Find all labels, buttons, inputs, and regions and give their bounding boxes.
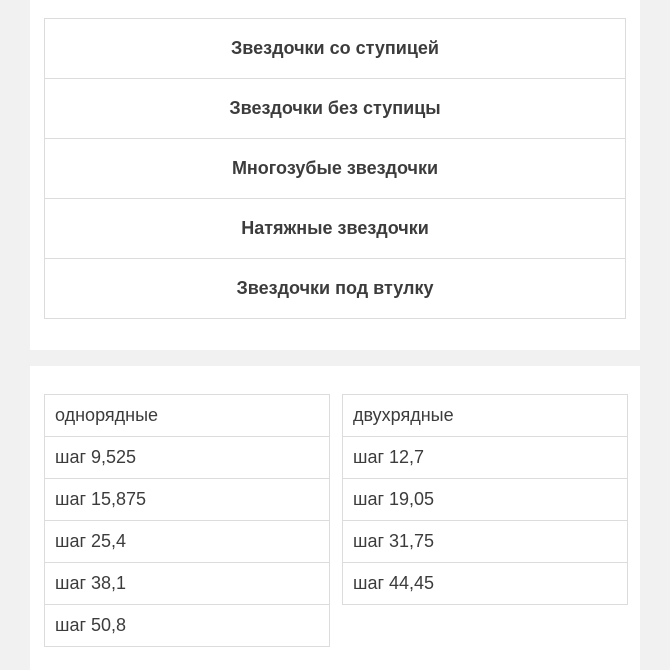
pitch-link-12-7[interactable]: шаг 12,7 — [343, 436, 627, 478]
pitch-link-44-45[interactable]: шаг 44,45 — [343, 562, 627, 604]
category-multi-tooth-sprockets[interactable]: Многозубые звездочки — [44, 138, 626, 199]
pitch-link-15-875[interactable]: шаг 15,875 — [45, 478, 329, 520]
pitch-link-19-05[interactable]: шаг 19,05 — [343, 478, 627, 520]
pitch-card — [30, 366, 640, 670]
double-row-header: двухрядные — [353, 405, 454, 425]
pitch-link-9-525[interactable]: шаг 9,525 — [45, 436, 329, 478]
pitch-link-31-75[interactable]: шаг 31,75 — [343, 520, 627, 562]
category-hubless-sprockets[interactable]: Звездочки без ступицы — [44, 78, 626, 139]
pitch-link-38-1[interactable]: шаг 38,1 — [45, 562, 329, 604]
category-bushing-sprockets[interactable]: Звездочки под втулку — [44, 258, 626, 319]
category-hub-sprockets[interactable]: Звездочки со ступицей — [44, 18, 626, 79]
category-tensioner-sprockets[interactable]: Натяжные звездочки — [44, 198, 626, 259]
pitch-link-25-4[interactable]: шаг 25,4 — [45, 520, 329, 562]
pitch-link-50-8[interactable]: шаг 50,8 — [45, 604, 329, 646]
sprocket-category-card — [30, 0, 640, 350]
single-row-pitch-table — [44, 394, 330, 647]
single-row-header: однорядные — [55, 405, 159, 425]
double-row-pitch-table — [342, 394, 628, 605]
sprocket-category-list — [44, 18, 626, 319]
